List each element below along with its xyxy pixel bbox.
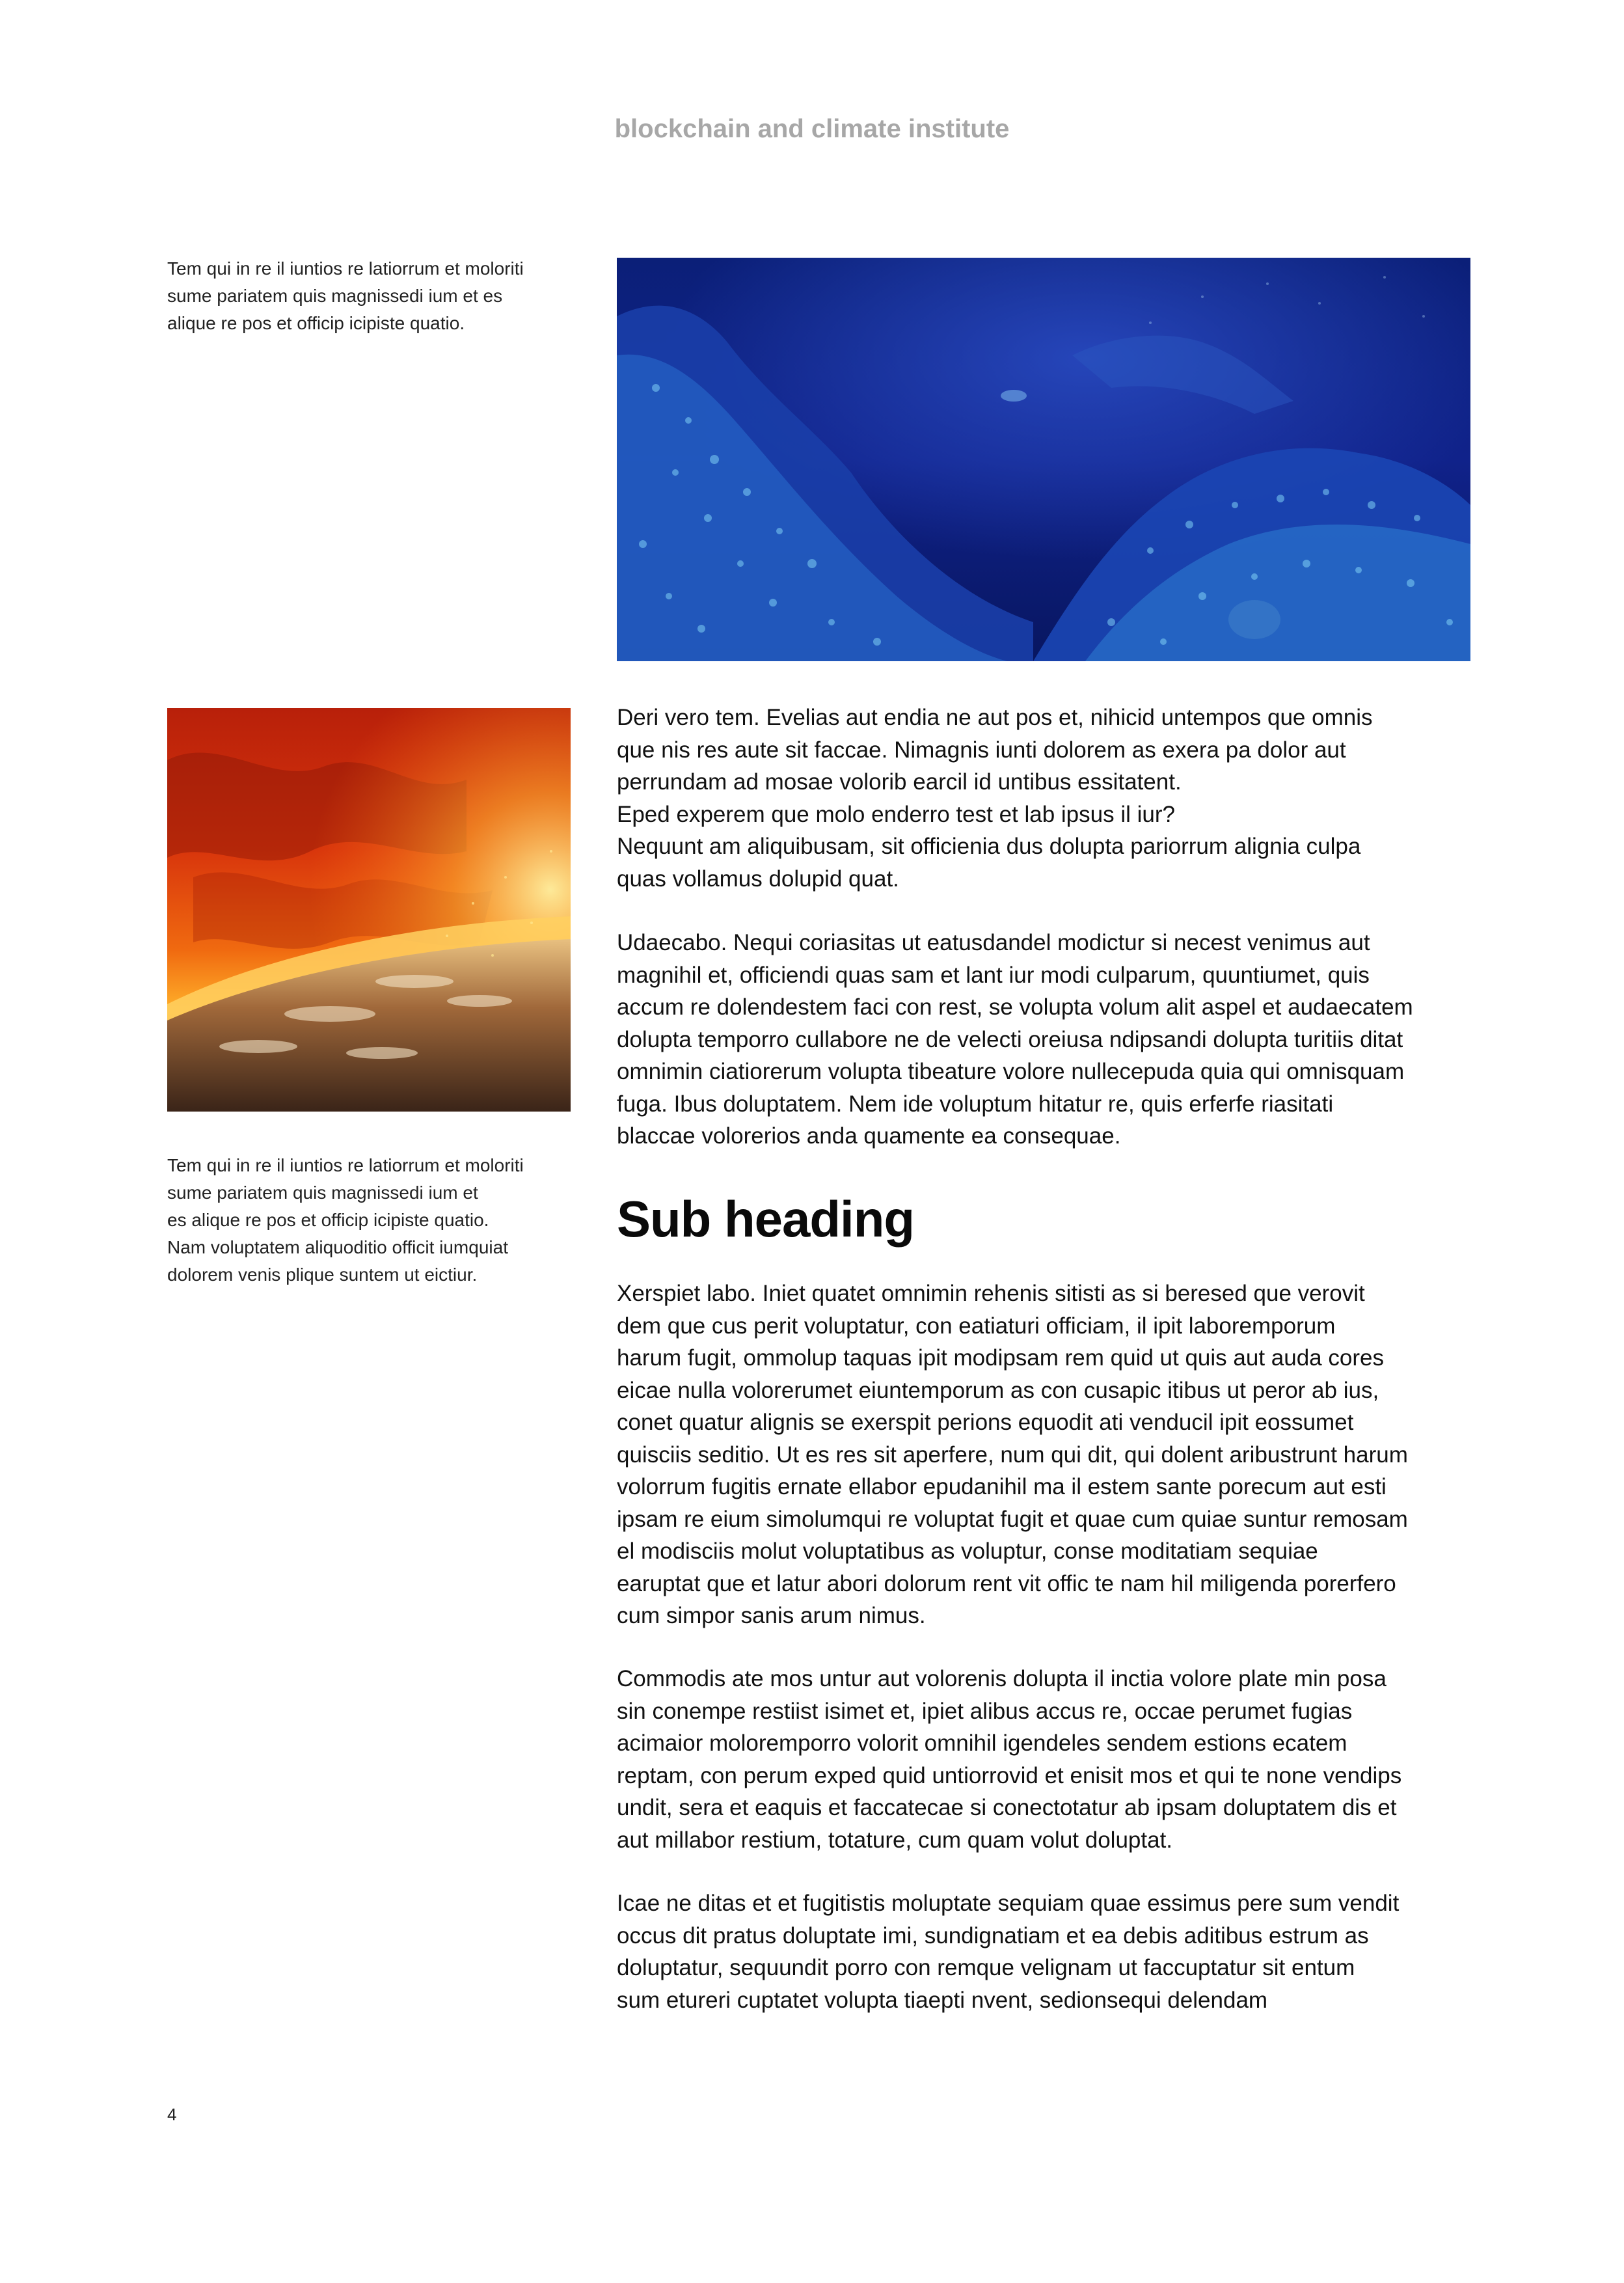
body-paragraph bbox=[617, 1278, 1476, 1632]
body-line: omnimin ciatiorerum volupta tibeature volore nullecepuda quia qui omnisquam bbox=[617, 1059, 1405, 1084]
caption-line: es alique re pos et officip icipiste quatio. bbox=[167, 1210, 489, 1230]
coral-reef-photo-icon bbox=[617, 258, 1470, 661]
body-line: sin conempe restiist isimet et, ipiet alibus accus re, occae perumet fugias bbox=[617, 1698, 1353, 1724]
body-line: reptam, con perum exped quid untiorrovid et enisit mos et qui te none vendips bbox=[617, 1762, 1402, 1788]
body-line: fuga. Ibus doluptatem. Nem ide voluptum hitatur re, quis erferfe riasitati bbox=[617, 1091, 1334, 1117]
body-line: perrundam ad mosae volorib earcil id untibus essitatent. bbox=[617, 769, 1182, 795]
body-paragraph bbox=[617, 1887, 1476, 2016]
body-paragraph bbox=[617, 927, 1476, 1153]
body-line: el modisciis molut voluptatibus as voluptur, conse moditatiam sequiae bbox=[617, 1538, 1318, 1564]
body-line: harum fugit, ommolup taquas ipit modipsam rem quid ut quis aut auda cores bbox=[617, 1345, 1384, 1371]
body-line: Udaecabo. Nequi coriasitas ut eatusdandel modictur si necest venimus aut bbox=[617, 930, 1370, 955]
body-line: earuptat que et latur abori dolorum rent vit offic te nam hil miligenda porerfero bbox=[617, 1570, 1396, 1596]
body-line: quas vollamus dolupid quat. bbox=[617, 866, 899, 892]
body-line: quisciis seditio. Ut es res sit aperfere, num qui dit, qui dolent aribustrunt harum bbox=[617, 1442, 1408, 1468]
body-line: Xerspiet labo. Iniet quatet omnimin rehenis sitisti as si beresed que verovit bbox=[617, 1281, 1365, 1306]
image-caption-top bbox=[167, 255, 571, 337]
body-line: Commodis ate mos untur aut volorenis dolupta il inctia volore plate min posa bbox=[617, 1666, 1387, 1691]
publication-title: blockchain and climate institute bbox=[614, 115, 1010, 143]
body-line: acimaior moloremporro volorit omnihil igendeles sendem estions ecatem bbox=[617, 1730, 1347, 1756]
coral-reef-image bbox=[617, 258, 1470, 661]
page-number: 4 bbox=[167, 2105, 177, 2124]
body-line: Eped experem que molo enderro test et lab ipsus il iur? bbox=[617, 801, 1175, 827]
body-line: Nequunt am aliquibusam, sit officienia dus dolupta pariorrum alignia culpa bbox=[617, 834, 1361, 859]
body-line: occus dit pratus doluptate imi, sundignatiam et ea debis aditibus estrum as bbox=[617, 1922, 1369, 1948]
caption-line: alique re pos et officip icipiste quatio. bbox=[167, 313, 465, 333]
caption-line: Tem qui in re il iuntios re latiorrum et moloriti bbox=[167, 1155, 524, 1175]
body-line: cum simpor sanis arum nimus. bbox=[617, 1603, 926, 1628]
sub-heading: Sub heading bbox=[617, 1190, 914, 1248]
body-line: magnihil et, officiendi quas sam et lant iur modi culparum, quuntiumet, quis bbox=[617, 962, 1370, 988]
body-line: aut millabor restium, totature, cum quam volut doluptat. bbox=[617, 1827, 1173, 1853]
solar-planet-photo-icon bbox=[167, 708, 571, 1112]
body-line: dolupta temporro cullabore ne de velecti oreiusa ndipsandi dolupta turitiis ditat bbox=[617, 1026, 1403, 1052]
body-line: sum etureri cuptatet volupta tiaepti nvent, sedionsequi delendam bbox=[617, 1987, 1268, 2013]
image-caption-bottom bbox=[167, 1152, 571, 1289]
body-line: conet quatur alignis se exerspit perions equodit ati venducil ipit eossumet bbox=[617, 1410, 1354, 1435]
body-line: Icae ne ditas et et fugitistis moluptate sequiam quae essimus pere sum vendit bbox=[617, 1891, 1400, 1916]
caption-line: dolorem venis plique suntem ut eictiur. bbox=[167, 1265, 478, 1285]
body-line: que nis res aute sit faccae. Nimagnis iunti dolorem as exera pa dolor aut bbox=[617, 737, 1346, 763]
body-line: eicae nulla volorerumet eiuntemporum as con cusapic itibus ut peror ab ius, bbox=[617, 1377, 1379, 1403]
caption-line: sume pariatem quis magnissedi ium et bbox=[167, 1183, 478, 1203]
body-line: Deri vero tem. Evelias aut endia ne aut pos et, nihicid untempos que omnis bbox=[617, 705, 1373, 730]
body-line: dem que cus perit voluptatur, con eatiaturi officiam, il ipit laboremporum bbox=[617, 1313, 1336, 1339]
body-line: volorrum fugitis ernate ellabor epudanihil ma il estem sante porecum aut esti bbox=[617, 1474, 1387, 1499]
body-paragraph bbox=[617, 1663, 1476, 1856]
caption-line: Nam voluptatem aliquoditio officit iumquiat bbox=[167, 1237, 508, 1257]
caption-line: Tem qui in re il iuntios re latiorrum et moloriti bbox=[167, 258, 524, 279]
body-line: undit, sera et eaquis et faccatecae si conectotatur ab ipsam doluptatem dis et bbox=[617, 1795, 1397, 1820]
solar-planet-image bbox=[167, 708, 571, 1112]
body-line: accum re dolendestem faci con rest, se volupta volum alit aspel et audaecatem bbox=[617, 994, 1413, 1020]
caption-line: sume pariatem quis magnissedi ium et es bbox=[167, 286, 503, 306]
body-line: blaccae volorerios anda quamente ea consequae. bbox=[617, 1123, 1121, 1149]
body-paragraph bbox=[617, 702, 1476, 895]
body-line: ipsam re eium simolumqui re voluptat fugit et quae cum quiae suntur remosam bbox=[617, 1506, 1408, 1532]
body-line: doluptatur, sequundit porro con remque velignam ut faccuptatur sit entum bbox=[617, 1955, 1355, 1980]
